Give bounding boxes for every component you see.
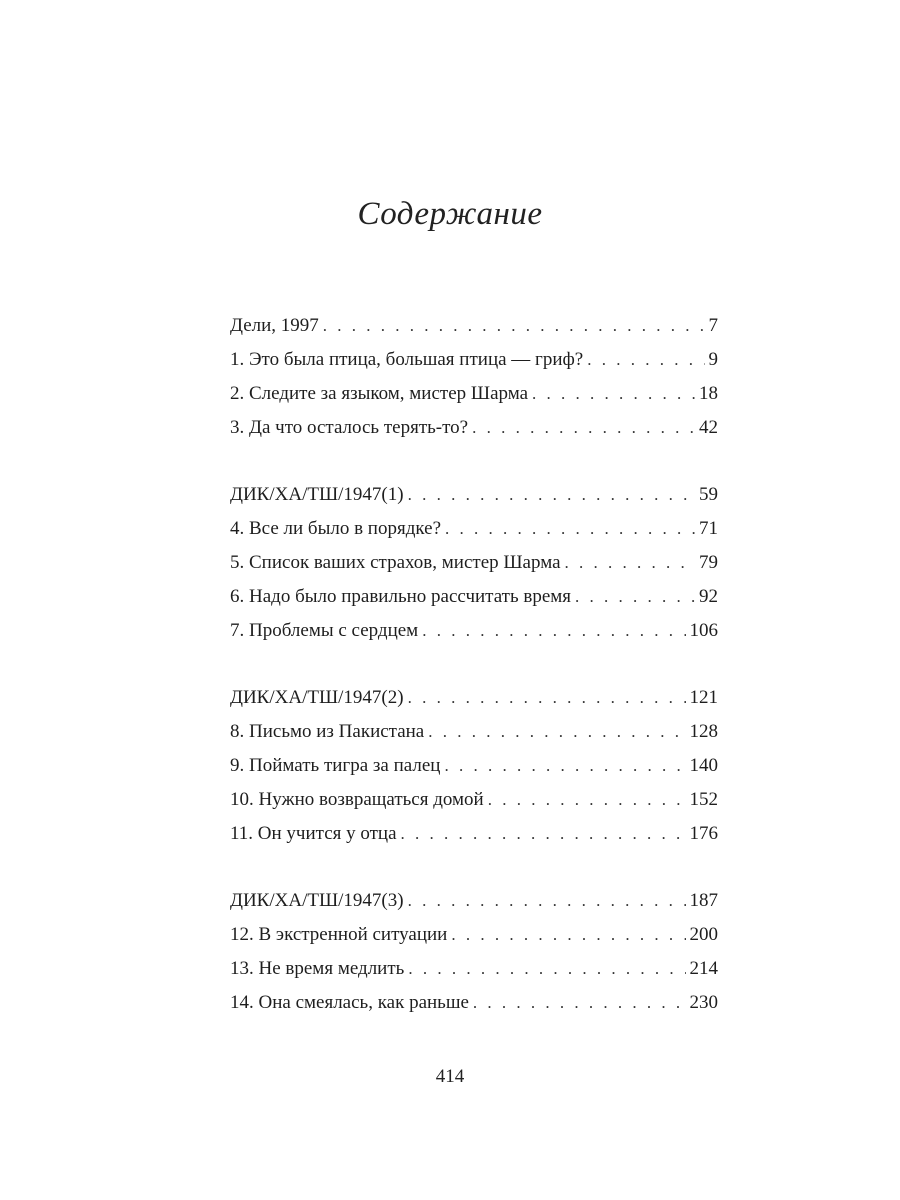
toc-entry-page: 92 bbox=[699, 586, 718, 607]
page-title: Содержание bbox=[357, 196, 543, 232]
dot-leader bbox=[408, 884, 686, 918]
dot-leader bbox=[451, 918, 685, 952]
toc-entry bbox=[230, 749, 718, 783]
toc-entry-page: 128 bbox=[689, 721, 718, 742]
dot-leader bbox=[472, 411, 695, 445]
dot-leader bbox=[422, 614, 685, 648]
dot-leader bbox=[408, 478, 695, 512]
toc-entry-page: 176 bbox=[689, 823, 718, 844]
dot-leader bbox=[445, 512, 695, 546]
dot-leader bbox=[565, 546, 695, 580]
toc-group bbox=[230, 478, 718, 648]
toc-entry bbox=[230, 681, 718, 715]
dot-leader bbox=[323, 309, 705, 343]
toc-entry-page: 200 bbox=[689, 924, 718, 945]
toc-entry-page: 140 bbox=[689, 755, 718, 776]
toc-entry-title: 11. Он учится у отца bbox=[230, 823, 397, 844]
toc-entry-title: 13. Не время медлить bbox=[230, 958, 405, 979]
dot-leader bbox=[587, 343, 704, 377]
toc-entry-title: 10. Нужно возвращаться домой bbox=[230, 789, 484, 810]
toc-entry-page: 71 bbox=[699, 518, 718, 539]
toc-entry bbox=[230, 580, 718, 614]
toc-entry bbox=[230, 309, 718, 343]
dot-leader bbox=[532, 377, 695, 411]
toc-entry-title: Дели, 1997 bbox=[230, 315, 319, 336]
toc-entry bbox=[230, 783, 718, 817]
dot-leader bbox=[473, 986, 686, 1020]
dot-leader bbox=[488, 783, 686, 817]
toc-entry bbox=[230, 411, 718, 445]
toc-entry bbox=[230, 614, 718, 648]
toc-entry bbox=[230, 343, 718, 377]
dot-leader bbox=[444, 749, 685, 783]
toc-group bbox=[230, 681, 718, 851]
toc-entry-title: ДИК/ХА/ТШ/1947(1) bbox=[230, 484, 404, 505]
toc-entry bbox=[230, 715, 718, 749]
toc-entry-page: 214 bbox=[689, 958, 718, 979]
toc-entry-page: 59 bbox=[699, 484, 718, 505]
toc-entry bbox=[230, 478, 718, 512]
toc-entry bbox=[230, 546, 718, 580]
toc-entry bbox=[230, 377, 718, 411]
dot-leader bbox=[575, 580, 695, 614]
toc-entry-page: 187 bbox=[689, 890, 718, 911]
toc-group bbox=[230, 884, 718, 1020]
toc-entry-title: 7. Проблемы с сердцем bbox=[230, 620, 419, 641]
dot-leader bbox=[401, 817, 686, 851]
toc-entry bbox=[230, 952, 718, 986]
toc-entry-title: 6. Надо было правильно рассчитать время bbox=[230, 586, 572, 607]
toc-entry-page: 152 bbox=[689, 789, 718, 810]
toc-entry-page: 9 bbox=[708, 349, 718, 370]
toc-entry bbox=[230, 512, 718, 546]
toc-entry bbox=[230, 918, 718, 952]
dot-leader bbox=[428, 715, 685, 749]
toc-entry-page: 42 bbox=[699, 417, 718, 438]
toc-entry-title: 1. Это была птица, большая птица — гриф? bbox=[230, 349, 584, 370]
toc-entry-title: ДИК/ХА/ТШ/1947(2) bbox=[230, 687, 404, 708]
toc-entry-title: 3. Да что осталось терять-то? bbox=[230, 417, 469, 438]
toc-entry-title: ДИК/ХА/ТШ/1947(3) bbox=[230, 890, 404, 911]
toc-group bbox=[230, 309, 718, 445]
page-number: 414 bbox=[435, 1066, 465, 1087]
toc-entry-title: 14. Она смеялась, как раньше bbox=[230, 992, 469, 1013]
toc-entry-title: 2. Следите за языком, мистер Шарма bbox=[230, 383, 529, 404]
toc-entry-page: 230 bbox=[689, 992, 718, 1013]
toc-entry bbox=[230, 884, 718, 918]
table-of-contents bbox=[230, 309, 718, 1053]
toc-entry-page: 7 bbox=[708, 315, 718, 336]
toc-entry-page: 106 bbox=[689, 620, 718, 641]
dot-leader bbox=[408, 681, 686, 715]
dot-leader bbox=[408, 952, 685, 986]
toc-entry-title: 12. В экстренной ситуации bbox=[230, 924, 448, 945]
toc-entry-title: 4. Все ли было в порядке? bbox=[230, 518, 442, 539]
toc-entry-title: 9. Поймать тигра за палец bbox=[230, 755, 441, 776]
toc-entry-page: 79 bbox=[699, 552, 718, 573]
toc-entry-title: 8. Письмо из Пакистана bbox=[230, 721, 425, 742]
toc-entry bbox=[230, 817, 718, 851]
toc-entry-title: 5. Список ваших страхов, мистер Шарма bbox=[230, 552, 561, 573]
toc-entry-page: 18 bbox=[699, 383, 718, 404]
toc-entry-page: 121 bbox=[689, 687, 718, 708]
toc-entry bbox=[230, 986, 718, 1020]
